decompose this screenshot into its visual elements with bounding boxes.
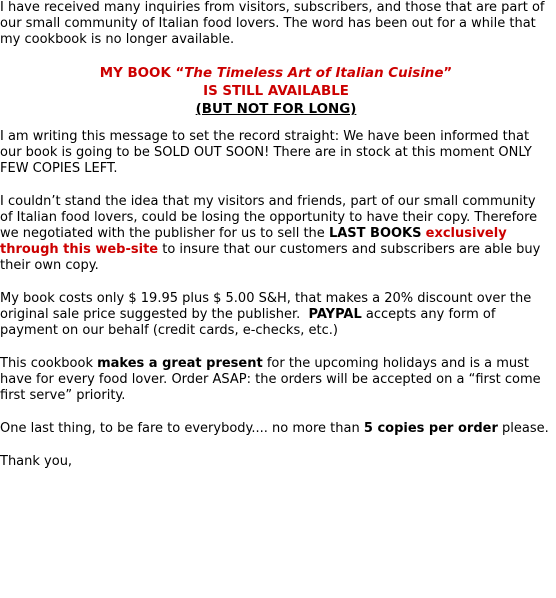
book-title: The Timeless Art of Italian Cuisine (184, 66, 444, 81)
headline-line-2: IS STILL AVAILABLE (203, 84, 349, 99)
great-present-text: makes a great present (97, 356, 263, 371)
headline-prefix: MY BOOK “ (99, 66, 185, 81)
closing-text: Thank you, (0, 454, 73, 469)
present-text-2: for the upcoming holidays and is a must have for every food lover. Order ASAP: the orders will be accepted on a “first come first serve” priority. (0, 356, 541, 403)
paypal-text: PAYPAL (308, 307, 362, 322)
headline-line-1 (0, 65, 552, 83)
headline-line-3 (0, 101, 552, 119)
price-paragraph (0, 291, 552, 339)
headline-warning: (BUT NOT FOR LONG) (195, 102, 357, 117)
intro-paragraph: I have received many inquiries from visitors, subscribers, and those that are part of our small community of Italian food lovers. The word has been out for a while that my cookbook is no longer available. (0, 0, 545, 47)
present-paragraph (0, 356, 552, 404)
exclusive-text-2: to insure that our customers and subscribers are able buy their own copy. (0, 242, 541, 273)
present-text-1: This cookbook (0, 356, 98, 371)
last-books-text: LAST BOOKS (328, 226, 422, 241)
exclusive-website-text: exclusively through this web-site (0, 226, 507, 257)
price-text-2: accepts any form of payment on our behalf (credit cards, e-checks, etc.) (0, 307, 496, 338)
book-headline (0, 65, 552, 119)
limit-text-2: please. (497, 421, 549, 436)
exclusive-paragraph (0, 194, 552, 274)
price-text-1: My book costs only $ 19.95 plus $ 5.00 S&H, that makes a 20% discount over the original sale price suggested by the publisher. (0, 291, 532, 322)
exclusive-text-1: I couldn’t stand the idea that my visitors and friends, part of our small community of Italian food lovers, could be losing the opportunity to have their copy. Therefore we negotiated with the publisher for us to sell the (0, 194, 538, 241)
limit-paragraph (0, 421, 552, 437)
limit-text-1: One last thing, to be fare to everybody.... no more than (0, 421, 364, 436)
sold-out-paragraph: I am writing this message to set the record straight: We have been informed that our book is going to be SOLD OUT SOON! There are in stock at this moment ONLY FEW COPIES LEFT. (0, 129, 532, 176)
headline-suffix: ” (443, 66, 453, 81)
copies-limit-text: 5 copies per order (363, 421, 498, 436)
